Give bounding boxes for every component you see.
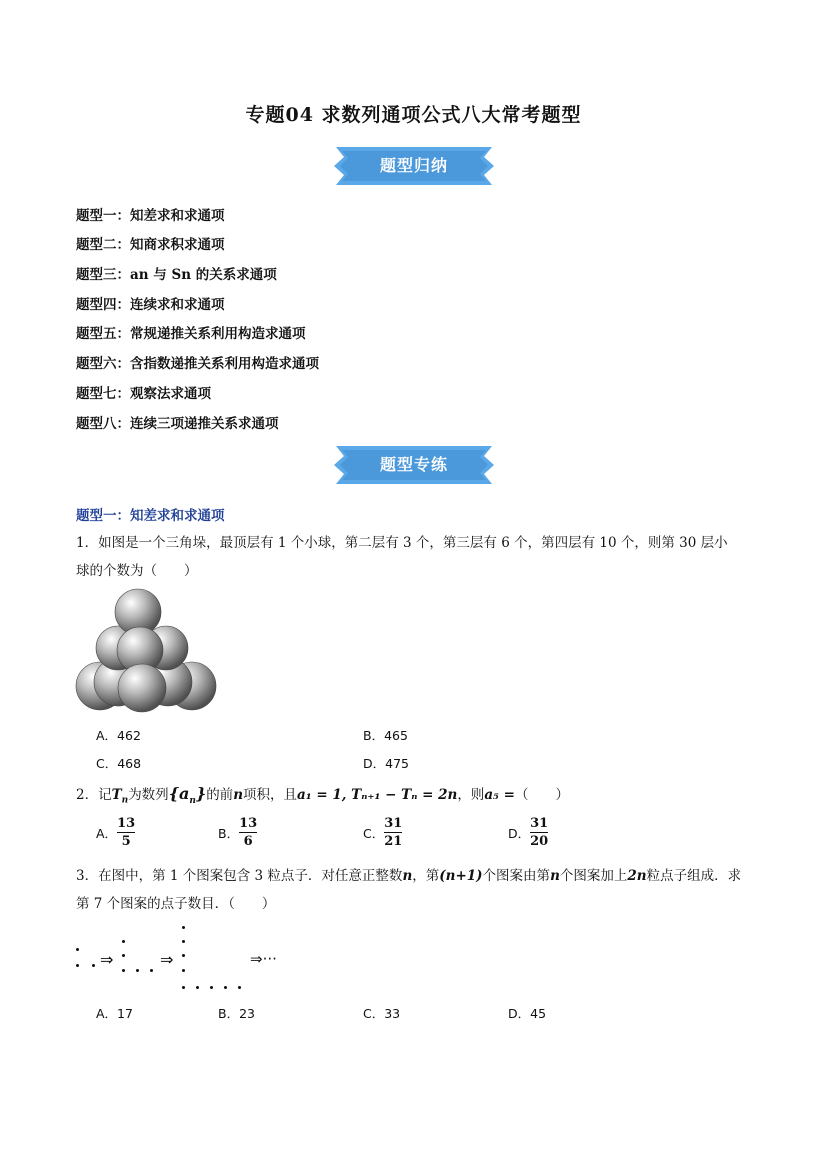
q3-option-a[interactable]: A．17 <box>96 1006 133 1021</box>
summary-banner <box>332 145 496 187</box>
q3-option-b[interactable]: B．23 <box>218 1006 255 1021</box>
category-item: 题型四：连续求和求通项 <box>76 297 225 313</box>
q2-option-a-fraction: $\frac{13}{5}$ <box>117 816 136 849</box>
t-n-symbol: $T_n$ <box>111 787 129 806</box>
q2-option-c-fraction: $\frac{31}{21}$ <box>384 816 403 849</box>
category-item: 题型七：观察法求通项 <box>76 386 211 402</box>
question-3-line1: 3．在图中，第 1 个图案包含 3 粒点子．对任意正整数n，第(n+1)个图案由第n个图案加上2n粒点子组成．求 <box>76 868 742 884</box>
summary-banner-label: 题型归纳 <box>379 156 448 175</box>
sequence-symbol: $\{a_n\}$ <box>168 784 207 807</box>
q2-option-b[interactable]: B． $\frac{13}{6}$ <box>218 816 258 849</box>
question-1 <box>76 529 756 585</box>
question-2: 2．记$T_n$为数列$\{a_n\}$的前n项积，且a₁ = 1, Tₙ₊₁ − Tₙ = 2n，则a₅ =（ ） <box>76 784 569 807</box>
q2-option-d-fraction: $\frac{31}{20}$ <box>530 816 549 849</box>
question-1-line2: 球的个数为（ ） <box>76 563 198 579</box>
q1-option-b[interactable]: B．465 <box>363 728 408 743</box>
dot-pattern-figure <box>72 924 302 996</box>
q1-option-c[interactable]: C．468 <box>96 756 142 771</box>
q2-option-c[interactable]: C． $\frac{31}{21}$ <box>363 816 403 849</box>
q2-option-d[interactable]: D． $\frac{31}{20}$ <box>508 816 549 849</box>
q1-option-a[interactable]: A．462 <box>96 728 141 743</box>
category-item: 题型三：an 与 Sn 的关系求通项 <box>76 267 277 283</box>
q3-option-c[interactable]: C．33 <box>363 1006 401 1021</box>
ball-pyramid-figure <box>74 588 218 714</box>
category-item: 题型二：知商求积求通项 <box>76 237 225 253</box>
q2-option-b-fraction: $\frac{13}{6}$ <box>239 816 258 849</box>
question-3-line2: 第 7 个图案的点子数目．（ ） <box>76 896 276 912</box>
question-1-line1: 1．如图是一个三角垛，最顶层有 1 个小球，第二层有 3 个，第三层有 6 个，第四层有 10 个，则第 30 层小 <box>76 535 728 551</box>
q2-condition: a₁ = 1, Tₙ₊₁ − Tₙ = 2n <box>297 787 458 803</box>
arrow-ellipsis-icon: ⇒··· <box>250 950 277 968</box>
arrow-icon: ⇒ <box>160 950 174 969</box>
category-item: 题型一：知差求和求通项 <box>76 208 225 224</box>
arrow-icon: ⇒ <box>100 950 114 969</box>
question-3 <box>76 862 756 918</box>
category-item: 题型八：连续三项递推关系求通项 <box>76 416 279 432</box>
q3-option-d[interactable]: D．45 <box>508 1006 547 1021</box>
category-item: 题型六：含指数递推关系利用构造求通项 <box>76 356 319 372</box>
q2-ask: a₅ = <box>484 787 515 803</box>
practice-banner <box>332 444 496 486</box>
q2-option-a[interactable]: A． $\frac{13}{5}$ <box>96 816 136 849</box>
category-item: 题型五：常规递推关系利用构造求通项 <box>76 326 306 342</box>
page-title: 专题04 求数列通项公式八大常考题型 <box>245 104 582 126</box>
ball-pyramid-icon <box>74 588 218 714</box>
practice-banner-label: 题型专练 <box>379 455 448 474</box>
section-heading: 题型一：知差求和求通项 <box>76 508 225 524</box>
q1-option-d[interactable]: D．475 <box>363 756 409 771</box>
